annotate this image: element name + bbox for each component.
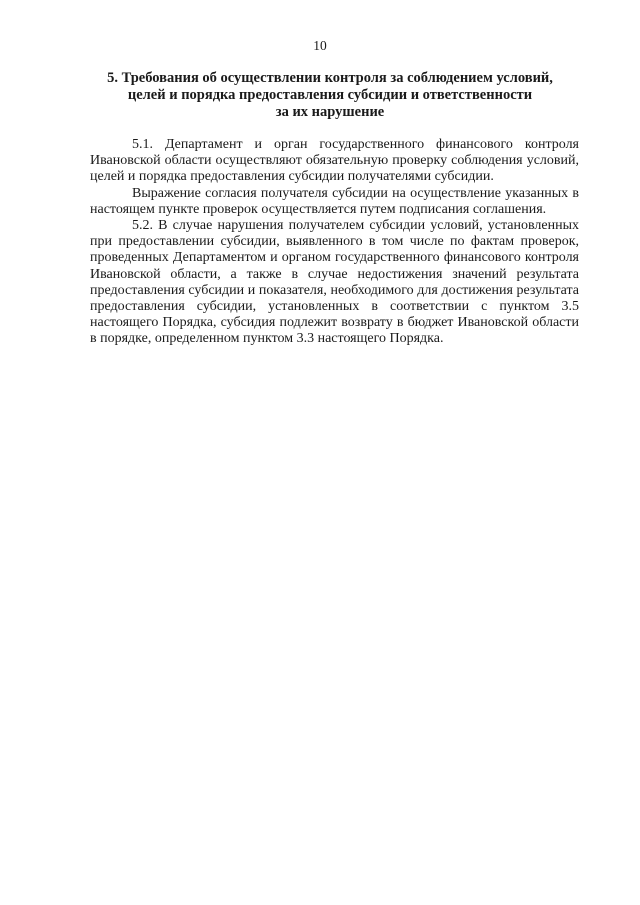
paragraph-consent: Выражение согласия получателя субсидии на осуществление указанных в настоящем пункте проверок осуществляется путем подписания соглашения. <box>90 185 579 217</box>
page-number: 10 <box>313 38 327 53</box>
section-title-line-3: за их нарушение <box>275 104 385 120</box>
section-title <box>80 70 580 121</box>
body-text <box>90 137 579 348</box>
section-title-line-1: 5. Требования об осуществлении контроля за соблюдением условий, <box>107 70 553 86</box>
paragraph-5-2: 5.2. В случае нарушения получателем субсидии условий, установленных при предоставлении субсидии, выявленного в том числе по фактам проверок, проведенных Департаментом и органом государственного финансового контроля Ивановской области, а также в случае недостижения значений результата предоставления субсидии и показателя, необходимого для достижения результата предоставления субсидии, установленных в соответствии с пунктом 3.5 настоящего Порядка, субсидия подлежит возврату в бюджет Ивановской области в порядке, определенном пунктом 3.3 настоящего Порядка. <box>90 218 579 347</box>
paragraph-5-1: 5.1. Департамент и орган государственного финансового контроля Ивановской области осуществляют обязательную проверку соблюдения условий, целей и порядка предоставления субсидии получателями субсидии. <box>90 137 579 185</box>
section-title-line-2: целей и порядка предоставления субсидии и ответственности <box>127 87 533 103</box>
